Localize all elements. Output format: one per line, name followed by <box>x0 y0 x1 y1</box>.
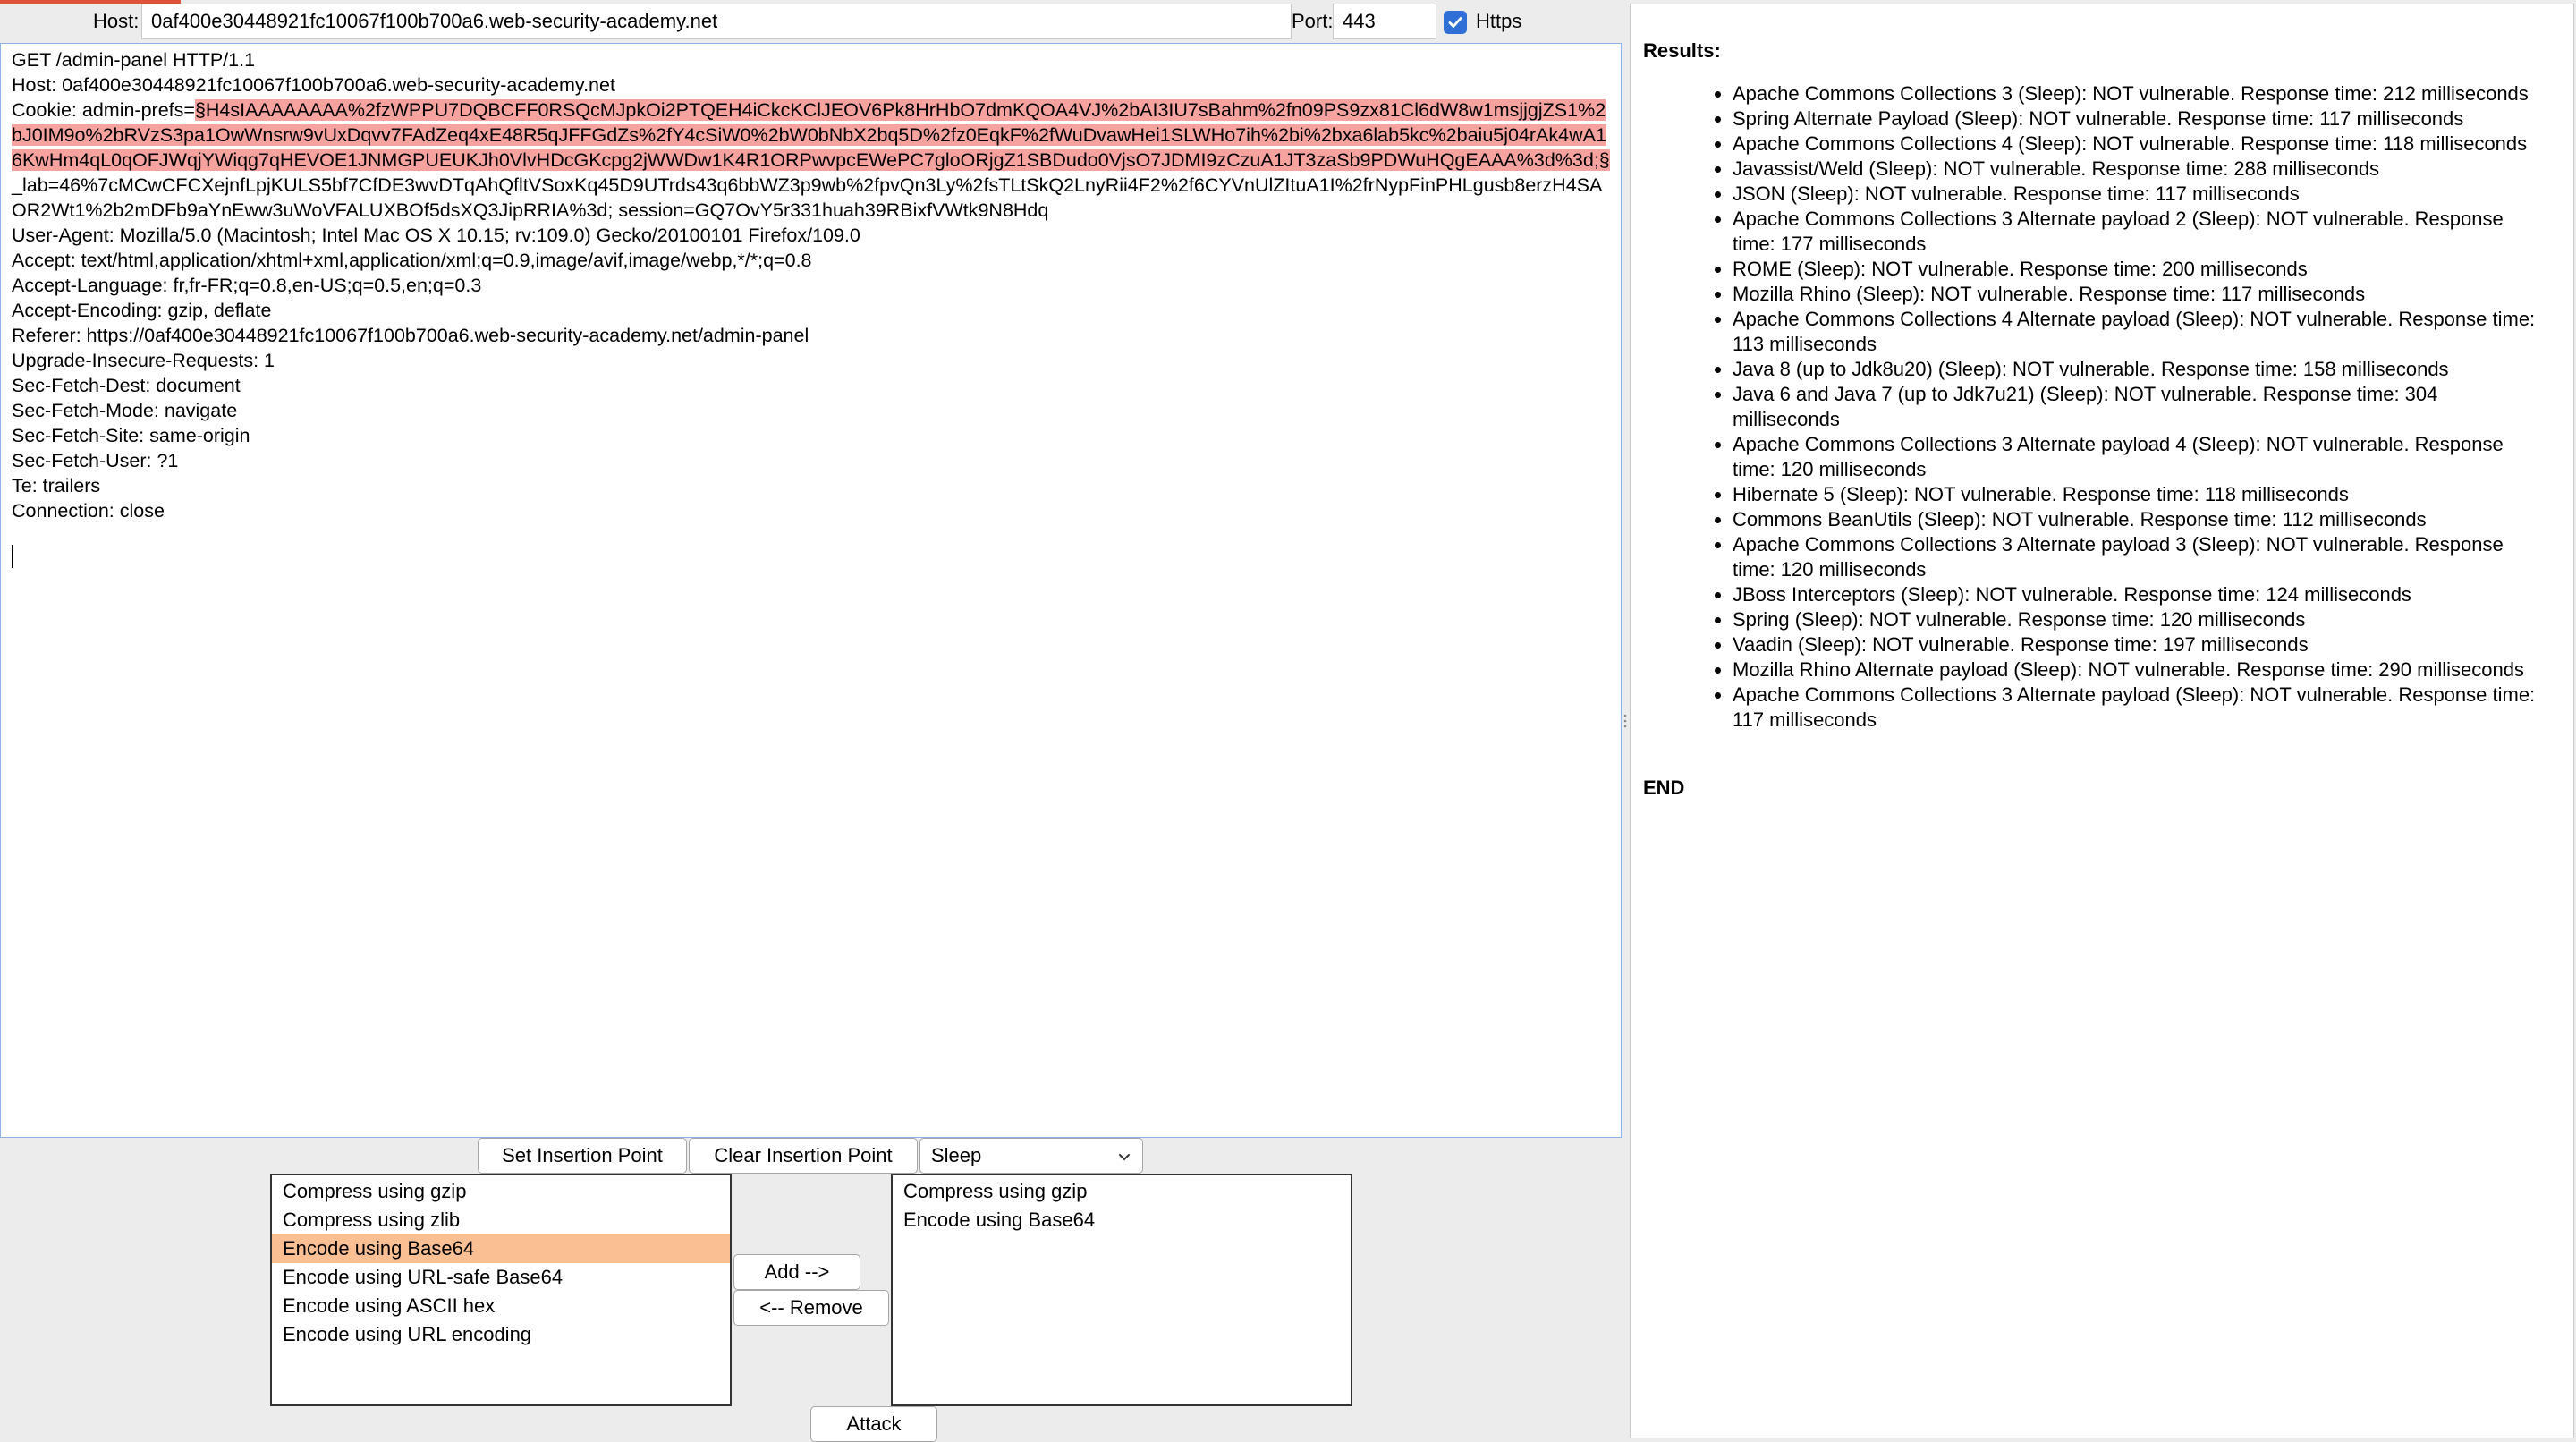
result-item: • Spring (Sleep): NOT vulnerable. Response time: 120 milliseconds <box>1733 607 2561 632</box>
request-user-agent: User-Agent: Mozilla/5.0 (Macintosh; Intel Mac OS X 10.15; rv:109.0) Gecko/20100101 Firefox/109.0 <box>12 225 860 246</box>
request-sec-fetch-mode: Sec-Fetch-Mode: navigate <box>12 400 238 421</box>
result-item: • Apache Commons Collections 3 Alternate payload 2 (Sleep): NOT vulnerable. Response time: 177 milliseconds <box>1733 207 2561 257</box>
host-label: Host: <box>93 10 140 32</box>
result-item: • Apache Commons Collections 3 Alternate payload 4 (Sleep): NOT vulnerable. Response time: 120 milliseconds <box>1733 432 2561 482</box>
available-encoding-item[interactable]: Compress using gzip <box>283 1180 467 1202</box>
result-item: • Hibernate 5 (Sleep): NOT vulnerable. Response time: 118 milliseconds <box>1733 482 2561 507</box>
result-item: • Mozilla Rhino Alternate payload (Sleep): NOT vulnerable. Response time: 290 milliseconds <box>1733 657 2561 683</box>
request-upgrade: Upgrade-Insecure-Requests: 1 <box>12 350 275 371</box>
result-item: • Java 8 (up to Jdk8u20) (Sleep): NOT vulnerable. Response time: 158 milliseconds <box>1733 357 2561 382</box>
port-label: Port: <box>1292 10 1334 32</box>
host-input[interactable] <box>141 4 1292 39</box>
available-encoding-item[interactable]: Encode using Base64 <box>272 1234 730 1263</box>
result-item: • Vaadin (Sleep): NOT vulnerable. Response time: 197 milliseconds <box>1733 632 2561 657</box>
chosen-encoding-item[interactable]: Encode using Base64 <box>903 1209 1096 1231</box>
https-checkbox[interactable] <box>1444 11 1467 34</box>
results-pane <box>1630 4 2574 1438</box>
request-sec-fetch-user: Sec-Fetch-User: ?1 <box>12 450 179 471</box>
result-item: • Apache Commons Collections 3 Alternate payload 3 (Sleep): NOT vulnerable. Response time: 120 milliseconds <box>1733 532 2561 582</box>
request-accept-encoding: Accept-Encoding: gzip, deflate <box>12 300 272 321</box>
available-encoding-item[interactable]: Encode using ASCII hex <box>283 1294 496 1317</box>
result-item: • Commons BeanUtils (Sleep): NOT vulnerable. Response time: 112 milliseconds <box>1733 507 2561 532</box>
clear-insertion-point-button[interactable]: Clear Insertion Point <box>689 1138 918 1174</box>
available-encoding-item[interactable]: Encode using URL-safe Base64 <box>283 1266 564 1288</box>
request-sec-fetch-site: Sec-Fetch-Site: same-origin <box>12 425 250 446</box>
cookie-rest: _lab=46%7cMCwCFCXejnfLpjKULS5bf7CfDE3wvDTqAhQfltVSoxKq45D9UTrds43q6bbWZ3p9wb%2fpvQn3Ly%2fsTLtSkQ2LnyRii4F2%2f6CYVnUlZItuA1I%2frNypFinPHLgusb8erzH4SAOR2Wt1%2b2mDFb9aYnEww3uWoVFALUXBOf5dsXQ3JipRRIA%3d; session=GQ7OvY5r331huah39RBixfVWtk9N8Hdq <box>12 149 1615 221</box>
results-end: END <box>1643 776 1685 799</box>
payload-type-select[interactable] <box>919 1138 1143 1174</box>
result-item: • Mozilla Rhino (Sleep): NOT vulnerable. Response time: 117 milliseconds <box>1733 282 2561 307</box>
request-line: GET /admin-panel HTTP/1.1 <box>12 49 256 71</box>
request-referer: Referer: https://0af400e30448921fc10067f100b700a6.web-security-academy.net/admin-panel <box>12 325 809 346</box>
result-item: • Java 6 and Java 7 (up to Jdk7u21) (Sleep): NOT vulnerable. Response time: 304 milliseconds <box>1733 382 2561 432</box>
result-item: • Spring Alternate Payload (Sleep): NOT vulnerable. Response time: 117 milliseconds <box>1733 106 2561 131</box>
available-encoding-item[interactable]: Encode using URL encoding <box>283 1323 532 1345</box>
divider-grip-icon[interactable] <box>1623 712 1627 730</box>
request-editor[interactable] <box>0 43 1622 1138</box>
chevron-down-icon <box>1115 1148 1133 1166</box>
result-item: • JBoss Interceptors (Sleep): NOT vulnerable. Response time: 124 milliseconds <box>1733 582 2561 607</box>
result-item: • Apache Commons Collections 3 (Sleep): NOT vulnerable. Response time: 212 milliseconds <box>1733 81 2561 106</box>
cookie-prefix: Cookie: admin-prefs= <box>12 99 195 121</box>
request-accept: Accept: text/html,application/xhtml+xml,application/xml;q=0.9,image/avif,image/webp,*/*;q=0.8 <box>12 250 812 271</box>
results-title: Results: <box>1643 39 1721 62</box>
attack-button[interactable]: Attack <box>810 1406 937 1442</box>
set-insertion-point-button[interactable]: Set Insertion Point <box>478 1138 687 1174</box>
text-caret <box>12 545 13 568</box>
add-encoding-button[interactable]: Add --> <box>733 1254 860 1290</box>
remove-encoding-button[interactable]: <-- Remove <box>733 1290 889 1326</box>
result-item: • JSON (Sleep): NOT vulnerable. Response time: 117 milliseconds <box>1733 182 2561 207</box>
payload-type-value: Sleep <box>931 1144 982 1166</box>
request-connection: Connection: close <box>12 500 165 522</box>
request-sec-fetch-dest: Sec-Fetch-Dest: document <box>12 375 241 396</box>
request-accept-language: Accept-Language: fr,fr-FR;q=0.8,en-US;q=0.5,en;q=0.3 <box>12 275 482 296</box>
request-cookie-header <box>12 98 1615 223</box>
result-item: • Javassist/Weld (Sleep): NOT vulnerable. Response time: 288 milliseconds <box>1733 157 2561 182</box>
available-encoding-item[interactable]: Compress using zlib <box>283 1209 461 1231</box>
insertion-point-payload[interactable]: §H4sIAAAAAAAA%2fzWPPU7DQBCFF0RSQcMJpkOi2PTQEH4iCkcKClJEOV6Pk8HrHbO7dmKQOA4VJ%2bAI3IU7sBahm%2fn09PS9zx81Cl6dW8w1msjjgjZS1%2bJ0IM9o%2bRVzS3pa1OwWnsrw9vUxDqvv7FAdZeq4xE48R5qJFFGdZs%2fY4cSiW0%2bW0bNbX2bq5D%2fz0EqkF%2fWuDvawHei1SLWHo7ih%2bi%2bxa6lab5kc%2baiu5j04rAk4wA16KwHm4qL0qOFJWqjYWiqg7qHEVOE1JNMGPUEUKJh0VlvHDcGKcpg2jWWDw1K4R1ORPwvpcEWePC7gloORjgZ1SBDudo0VjsO7JDMI9zCzuA1JT3zaSb9PDWuHQgEAAA%3d%3d;§ <box>12 99 1610 171</box>
request-te: Te: trailers <box>12 475 101 496</box>
result-item: • Apache Commons Collections 3 Alternate payload (Sleep): NOT vulnerable. Response time: 117 milliseconds <box>1733 683 2561 733</box>
result-item: • Apache Commons Collections 4 (Sleep): NOT vulnerable. Response time: 118 milliseconds <box>1733 131 2561 157</box>
results-list <box>1643 81 2561 733</box>
result-item: • Apache Commons Collections 4 Alternate payload (Sleep): NOT vulnerable. Response time: 113 milliseconds <box>1733 307 2561 357</box>
available-encodings-list[interactable] <box>270 1174 732 1406</box>
chosen-encoding-item[interactable]: Compress using gzip <box>903 1180 1088 1202</box>
chosen-encodings-list[interactable] <box>891 1174 1352 1406</box>
https-label: Https <box>1476 10 1522 32</box>
port-input[interactable] <box>1333 4 1436 39</box>
result-item: • ROME (Sleep): NOT vulnerable. Response time: 200 milliseconds <box>1733 257 2561 282</box>
request-host-header: Host: 0af400e30448921fc10067f100b700a6.web-security-academy.net <box>12 74 615 96</box>
checkmark-icon <box>1447 14 1463 30</box>
